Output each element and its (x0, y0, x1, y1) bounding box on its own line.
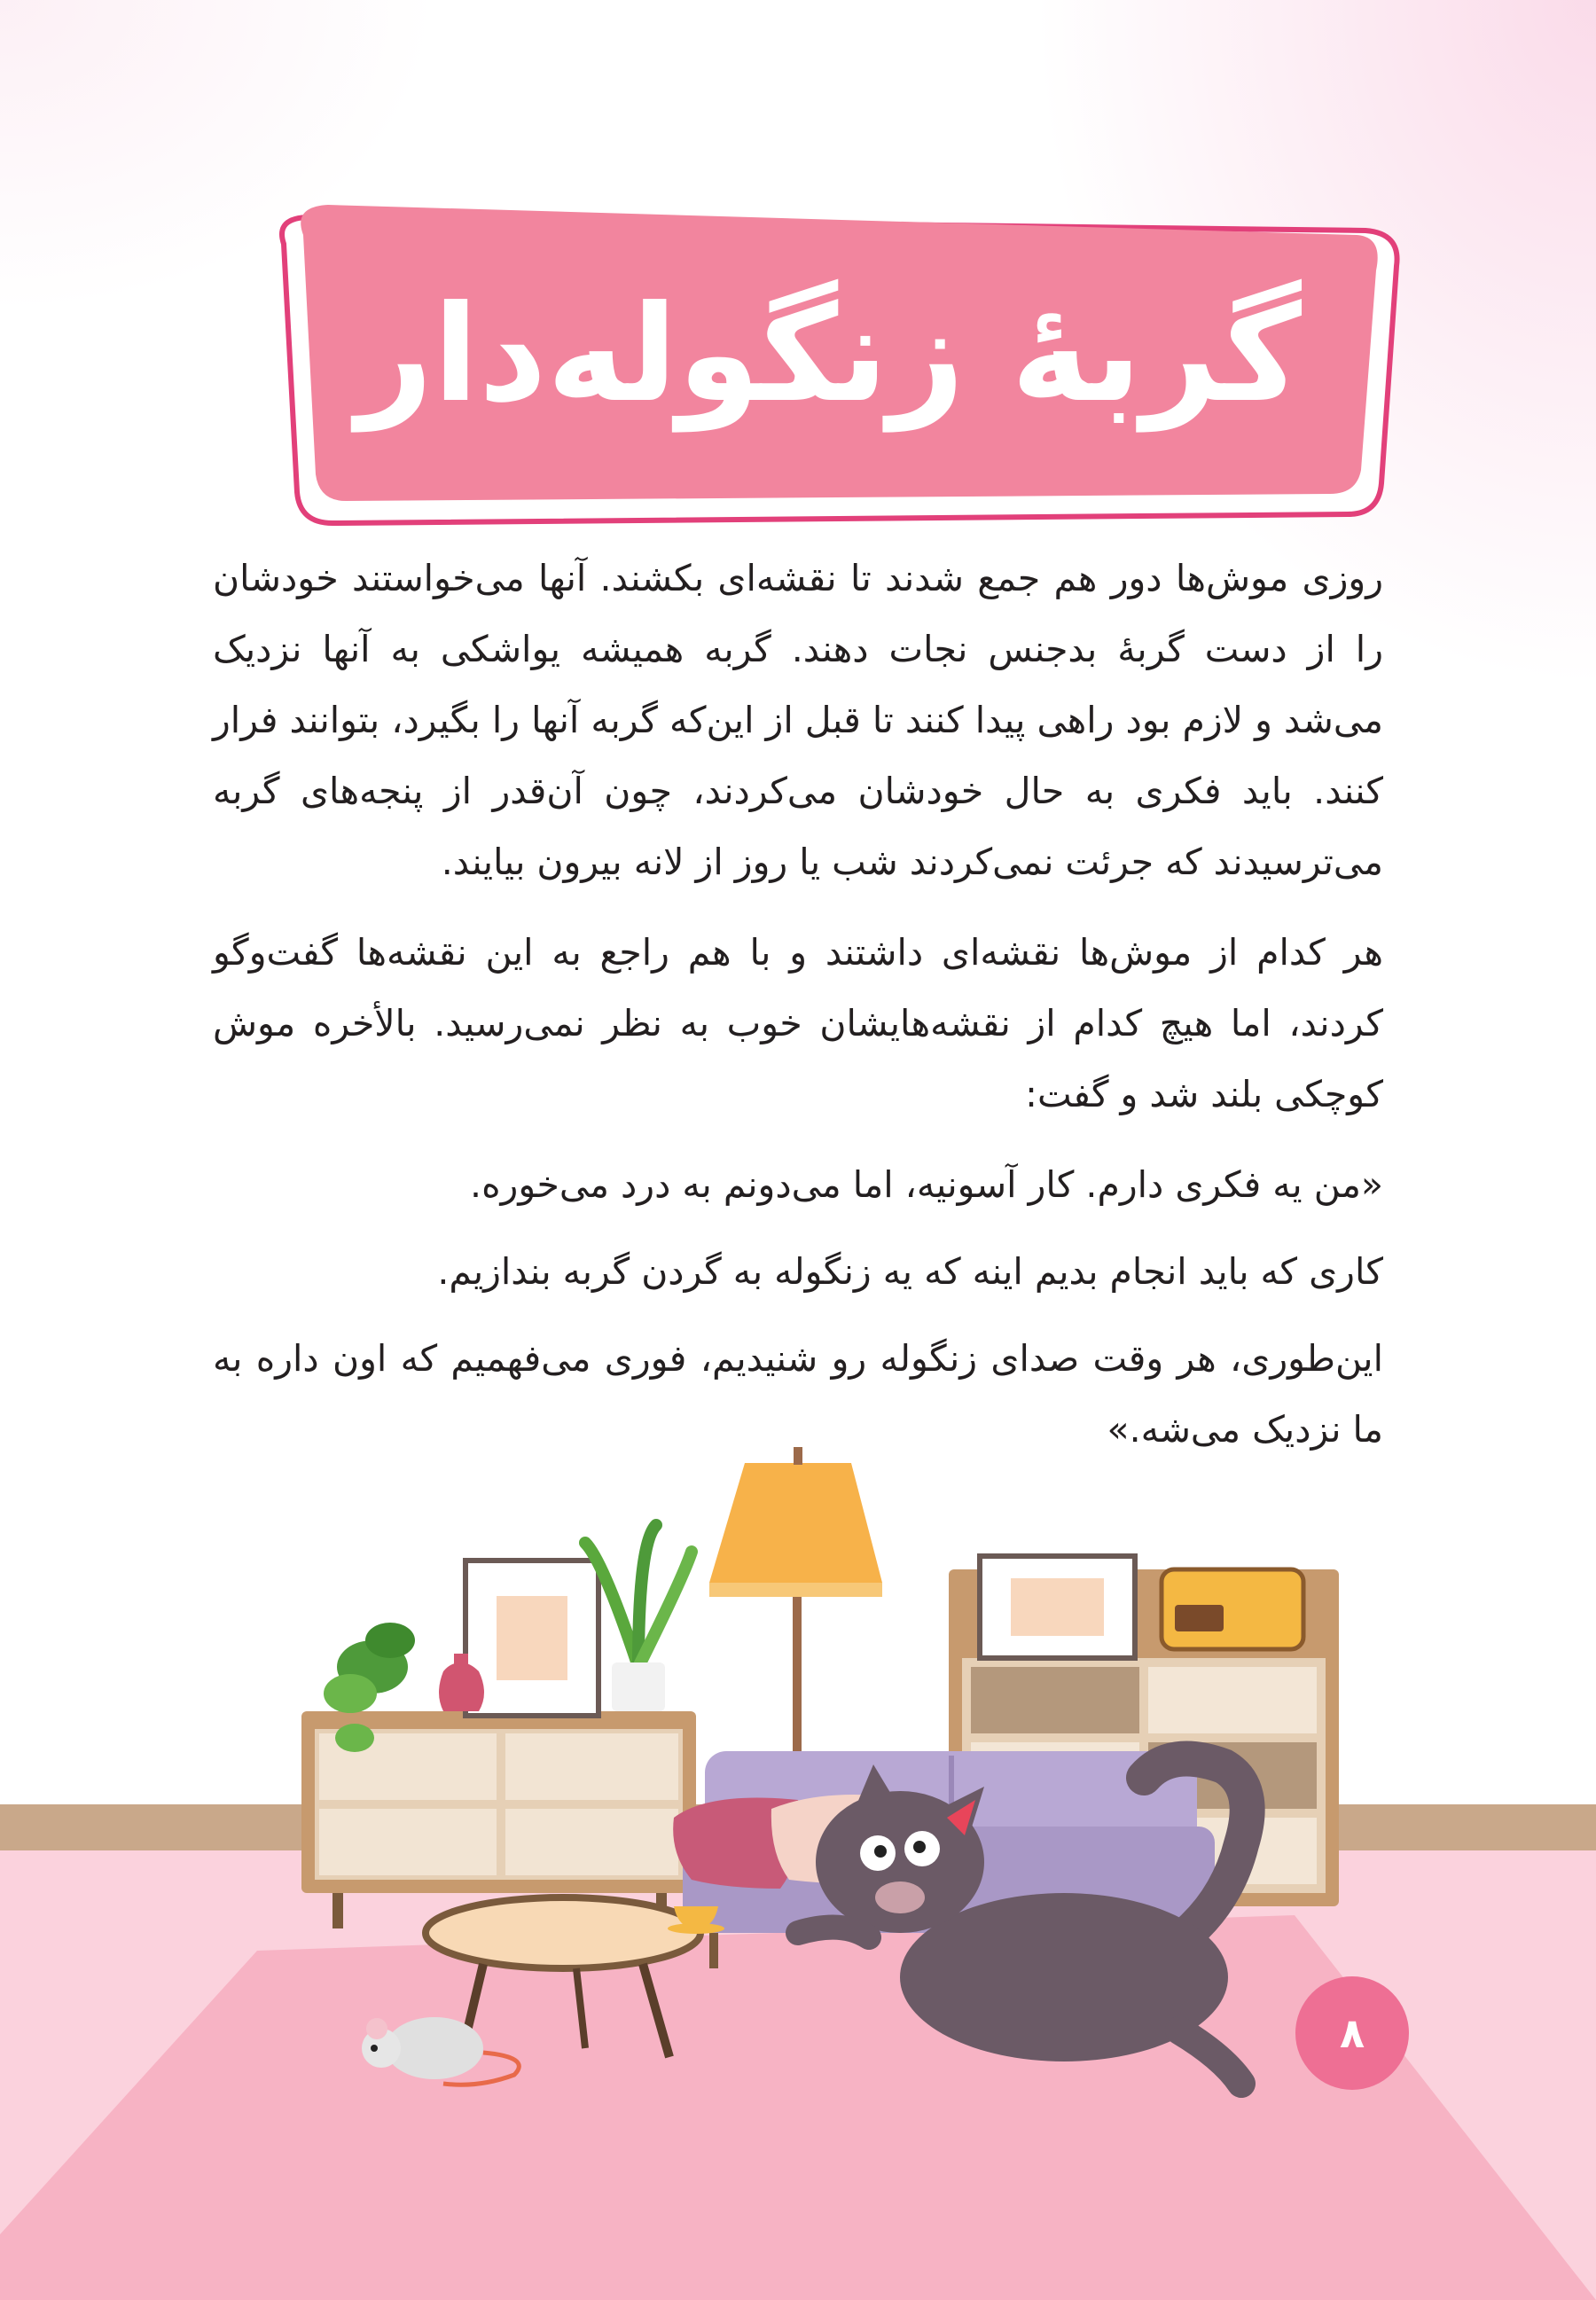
paragraph-3: «من یه فکری دارم. کار آسونیه، اما می‌دونم به درد می‌خوره. (470, 1163, 1383, 1206)
paragraph-2: هر کدام از موش‌ها نقشه‌ای داشتند و با هم راجع به این نقشه‌ها گفت‌وگو کردند، اما هیچ کدام از نقشه‌هایشان خوب به نظر نمی‌رسید. بالأخره موش کوچکی بلند شد و گفت: (213, 931, 1383, 1115)
paragraph-1: روزی موش‌ها دور هم جمع شدند تا نقشه‌ای بکشند. آنها می‌خواستند خودشان را از دست گربهٔ بدجنس نجات دهند. گربه همیشه یواشکی به آنها نزدیک می‌شد و لازم بود راهی پیدا کنند تا قبل از این‌که گربه آنها را بگیرد، بتوانند فرار کنند. باید فکری به حال خودشان می‌کردند، چون آن‌قدر از پنجه‌های گربه می‌ترسیدند که جرئت نمی‌کردند شب یا روز از لانه بیرون بیایند. (213, 557, 1383, 883)
radio-icon (1162, 1569, 1303, 1649)
paragraph-5: این‌طوری، هر وقت صدای زنگوله رو شنیدیم، فوری می‌فهمیم که اون داره به ما نزدیک می‌شه.» (213, 1337, 1383, 1451)
picture-frame-icon (980, 1556, 1135, 1658)
story-body (213, 543, 1383, 1484)
title-banner (257, 191, 1401, 528)
picture-frame-icon (466, 1561, 598, 1716)
page-number-badge: ۸ (1295, 1976, 1409, 2090)
living-room-illustration (0, 1436, 1596, 2300)
paragraph-4: کاری که باید انجام بدیم اینه که یه زنگوله به گردن گربه بندازیم. (437, 1250, 1383, 1293)
story-title: گربهٔ زنگوله‌دار (356, 278, 1303, 432)
